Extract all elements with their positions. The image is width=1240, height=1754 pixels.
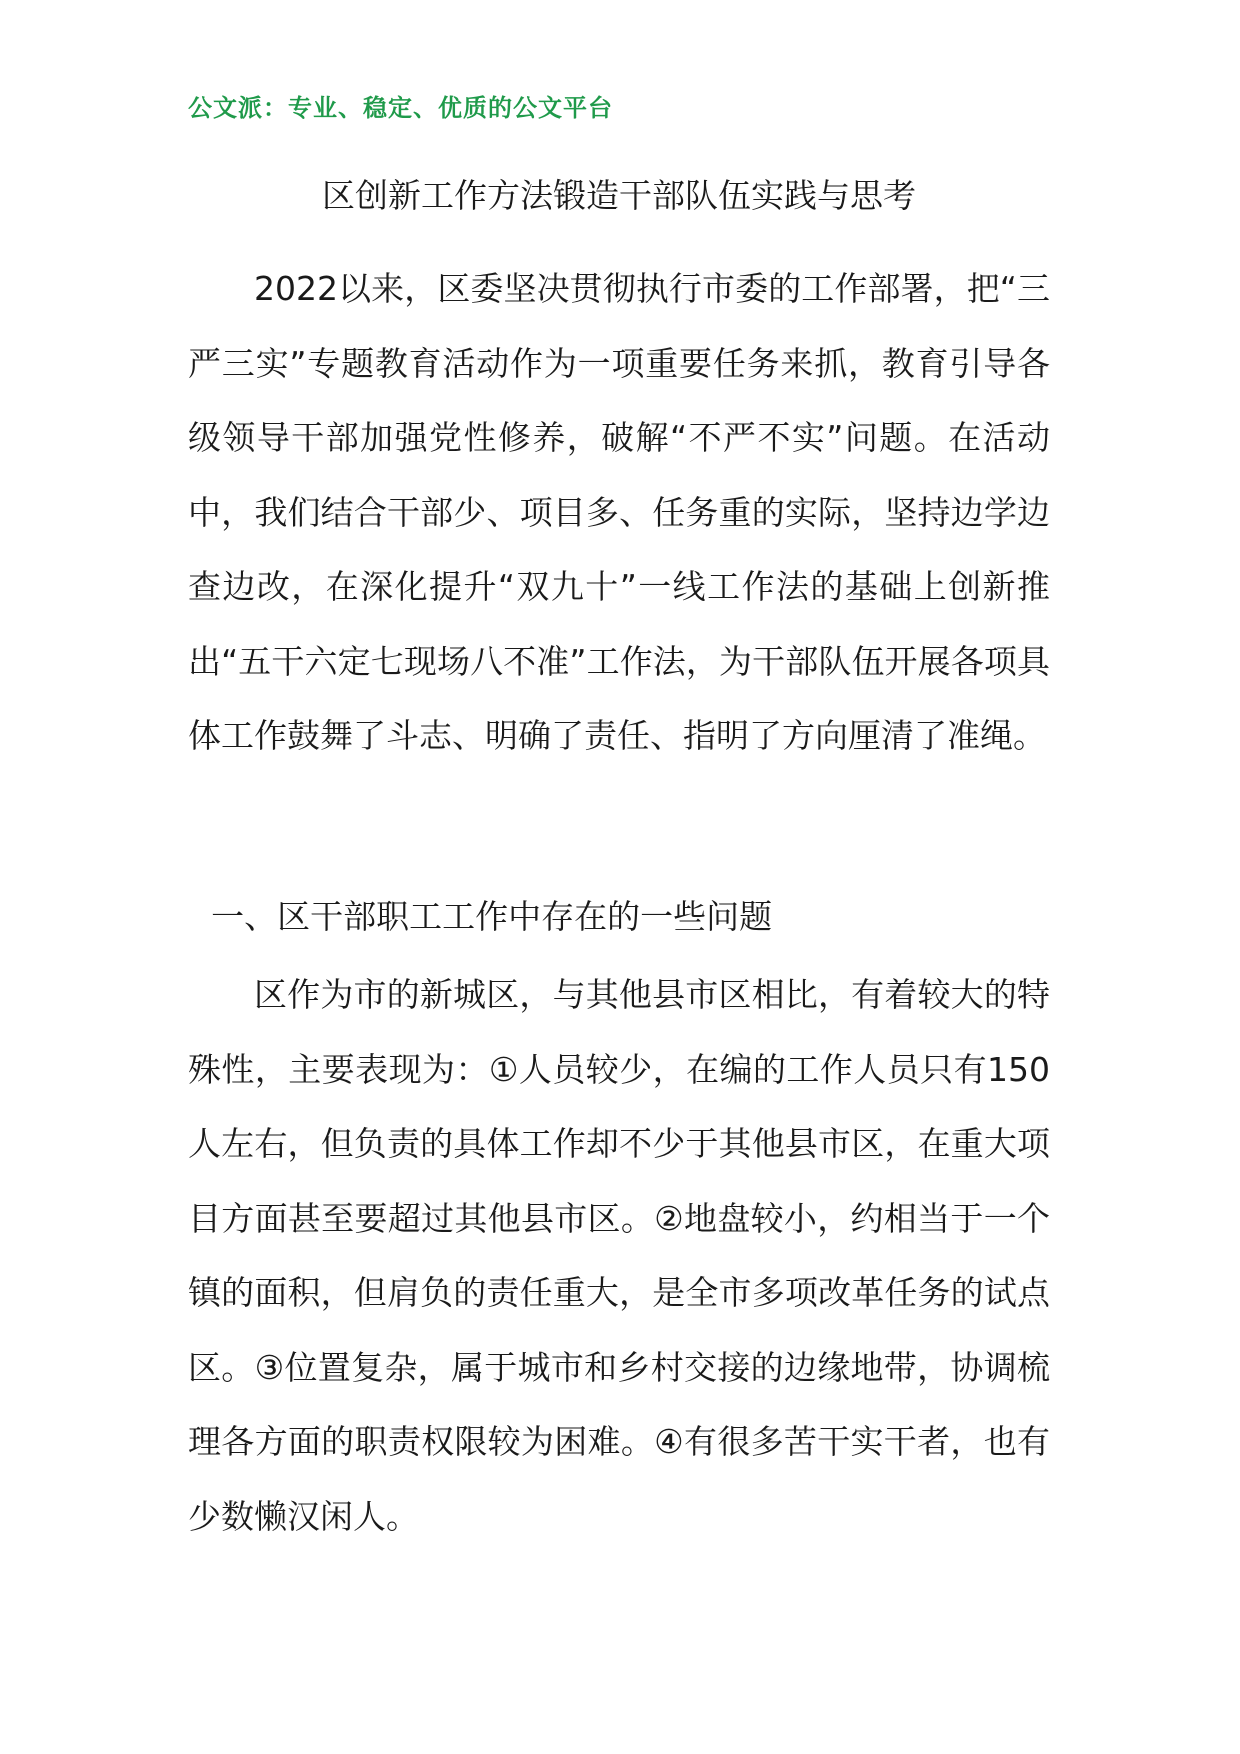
- document-title: 区创新工作方法锻造干部队伍实践与思考: [322, 176, 916, 215]
- section-paragraph: 区作为市的新城区，与其他县市区相比，有着较大的特殊性，主要表现为：①人员较少，在编的工作人员只有150人左右，但负责的具体工作却不少于其他县市区，在重大项目方面甚至要超过其他县市区。②地盘较小，约相当于一个镇的面积，但肩负的责任重大，是全市多项改革任务的试点区。③位置复杂，属于城市和乡村交接的边缘地带，协调梳理各方面的职责权限较为困难。④有很多苦干实干者，也有少数懒汉闲人。: [188, 975, 1050, 1536]
- header-brand-text: 公文派：专业、稳定、优质的公文平台: [188, 94, 613, 122]
- section-heading: 一、区干部职工工作中存在的一些问题: [211, 897, 773, 936]
- intro-paragraph: 2022以来，区委坚决贯彻执行市委的工作部署，把“三严三实”专题教育活动作为一项重要任务来抓，教育引导各级领导干部加强党性修养，破解“不严不实”问题。在活动中，我们结合干部少、项目多、任务重的实际，坚持边学边查边改，在深化提升“双九十”一线工作法的基础上创新推出“五干六定七现场八不准”工作法，为干部队伍开展各项具体工作鼓舞了斗志、明确了责任、指明了方向厘清了准绳。: [188, 269, 1050, 755]
